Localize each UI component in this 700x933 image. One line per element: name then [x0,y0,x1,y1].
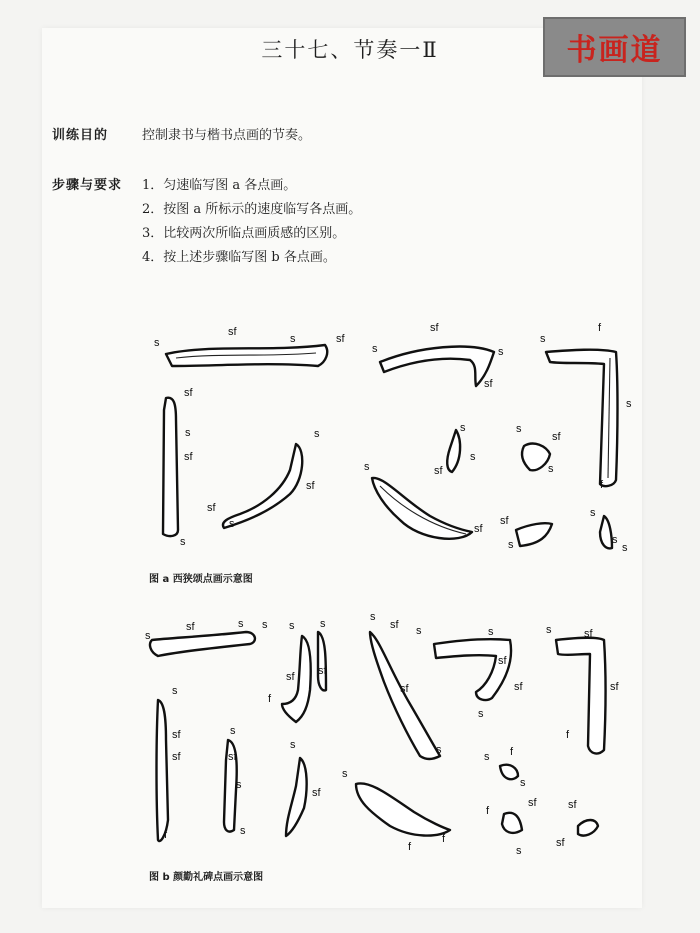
speed-mark: s [548,463,554,475]
speed-mark: s [488,626,494,638]
speed-mark: s [498,346,504,358]
speed-mark: s [478,708,484,720]
figure-b-caption: 图 b 颜勤礼碑点画示意图 [149,872,264,883]
speed-mark: sf [172,729,181,741]
speed-mark: sf [584,628,593,640]
speed-mark: f [486,805,490,817]
speed-mark: s [290,333,296,345]
speed-mark: s [612,534,618,546]
speed-mark: sf [228,751,237,763]
speed-mark: sf [474,523,483,535]
speed-mark: s [240,825,246,837]
speed-mark: sf [390,619,399,631]
speed-mark: sf [528,797,537,809]
speed-mark: s [484,751,490,763]
speed-mark: f [268,693,272,705]
objective-label: 训练目的 [52,128,109,143]
speed-mark: sf [184,451,193,463]
speed-mark: sf [228,326,237,338]
speed-mark: s [185,427,191,439]
speed-mark: sf [336,333,345,345]
speed-mark: s [460,422,466,434]
speed-mark: s [626,398,632,410]
speed-mark: f [598,322,602,334]
step-item: 3．比较两次所临点画质感的区别。 [142,226,346,241]
objective-text: 控制隶书与楷书点画的节奏。 [142,128,312,143]
speed-mark: s [145,630,151,642]
speed-mark: sf [500,515,509,527]
speed-mark: s [516,423,522,435]
page-title: 三十七、节奏一Ⅱ [261,38,439,62]
speed-mark: sf [207,502,216,514]
step-item: 4．按上述步骤临写图 b 各点画。 [142,250,336,265]
speed-mark: s [520,777,526,789]
speed-mark: f [164,829,168,841]
speed-mark: sf [186,621,195,633]
watermark-logo: 书画道 [543,17,686,77]
speed-mark: sf [286,671,295,683]
speed-mark: s [416,625,422,637]
speed-mark: s [172,685,178,697]
speed-mark: s [436,744,442,756]
speed-mark: f [566,729,570,741]
speed-mark: s [290,739,296,751]
speed-mark: sf [610,681,619,693]
speed-mark: sf [568,799,577,811]
speed-mark: s [508,539,514,551]
speed-mark: s [516,845,522,857]
speed-mark: f [600,479,604,491]
speed-mark: sf [552,431,561,443]
step-item: 1．匀速临写图 a 各点画。 [142,178,297,193]
speed-mark: sf [556,837,565,849]
speed-mark: s [238,618,244,630]
speed-mark: f [408,841,412,853]
speed-mark: s [314,428,320,440]
speed-mark: sf [306,480,315,492]
speed-mark: s [372,343,378,355]
speed-mark: sf [318,665,327,677]
speed-mark: s [546,624,552,636]
speed-mark: f [510,746,514,758]
speed-mark: s [180,536,186,548]
figure-b-strokes [150,632,606,841]
speed-mark: s [154,337,160,349]
speed-mark: sf [172,751,181,763]
speed-mark: sf [484,378,493,390]
speed-mark: s [370,611,376,623]
speed-mark: s [342,768,348,780]
speed-mark: s [364,461,370,473]
speed-mark: sf [312,787,321,799]
speed-mark: s [622,542,628,554]
step-item: 2．按图 a 所标示的速度临写各点画。 [142,202,362,217]
speed-mark: s [262,619,268,631]
speed-mark: sf [434,465,443,477]
speed-mark: s [540,333,546,345]
speed-mark: sf [430,322,439,334]
speed-mark: sf [514,681,523,693]
speed-mark: sf [498,655,507,667]
speed-mark: s [289,620,295,632]
speed-mark: s [229,518,235,530]
steps-label: 步骤与要求 [52,178,123,193]
speed-mark: s [470,451,476,463]
speed-mark: s [230,725,236,737]
figure-a-caption: 图 a 西狭颂点画示意图 [149,574,253,585]
speed-mark: s [590,507,596,519]
speed-mark: sf [184,387,193,399]
speed-mark: sf [400,683,409,695]
speed-mark: f [442,833,446,845]
speed-mark: s [320,618,326,630]
speed-mark: s [236,779,242,791]
